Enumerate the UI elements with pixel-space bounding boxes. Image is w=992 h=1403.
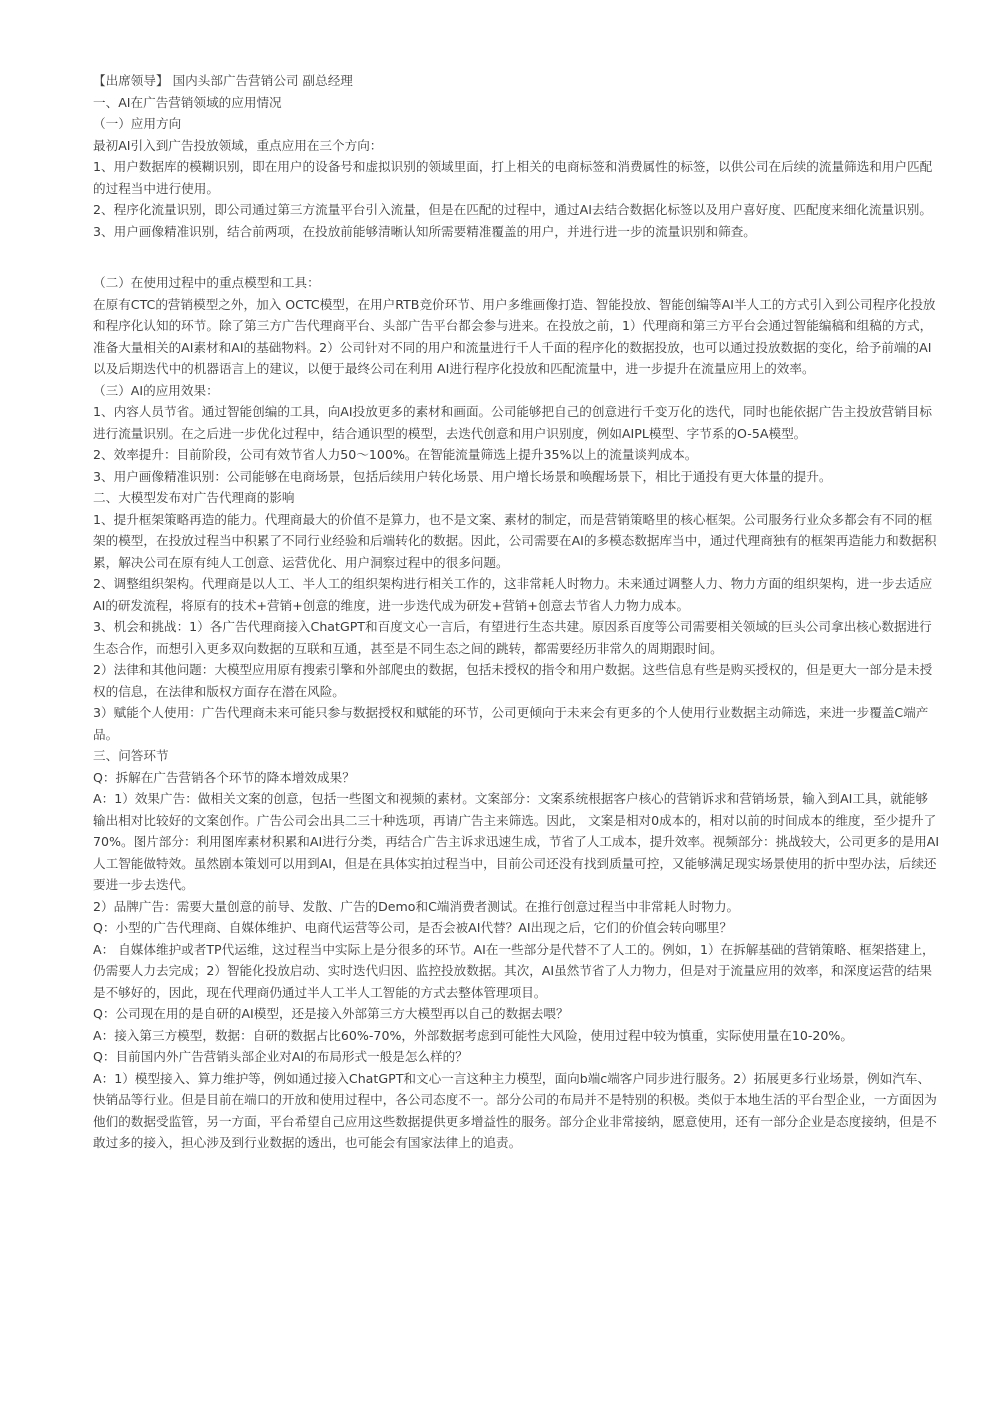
subsection-title: （二）在使用过程中的重点模型和工具： [93, 275, 320, 290]
attendee-header: 【出席领导】 国内头部广告营销公司 副总经理 [93, 73, 353, 88]
question: Q：拆解在广告营销各个环节的降本增效成果？ [93, 769, 355, 785]
question: Q：公司现在用的是自研的AI模型，还是接入外部第三方大模型再以自己的数据去喂？ [93, 1006, 569, 1021]
paragraph: 3、用户画像精准识别，结合前两项，在投放前能够清晰认知所需要精准覆盖的用户，并进行进一步的流量识别和筛查。 [93, 223, 756, 239]
spacer [93, 242, 940, 272]
answer: A：1）效果广告：做相关文案的创意，包括一些图文和视频的素材。文案部分：文案系统根据客户核心的营销诉求和营销场景，输入到AI工具，就能够输出相对比较好的文案创作。广告公司会出具二三十种选项，再请广告主来筛选。因此， 文案是相对0成本的，相对以前的时间成本的维度，至少提升了70%。图片部分：利用图库素材积累和AI进行分类，再结合广告主诉求迅速生成，节省了人工成本，提升效率。视频部分：挑战较大，公司更多的是用AI人工智能做特效。虽然剧本策划可以用到AI，但是在具体实拍过程当中，目前公司还没有找到质量可控，又能够满足现实场景使用的折中型办法，后续还要进一步去迭代。 [93, 791, 940, 892]
paragraph: 在原有CTC的营销模型之外，加入 OCTC模型，在用户RTB竞价环节、用户多维画像打造、智能投放、智能创编等AI半人工的方式引入到公司程序化投放和程序化认知的环节。除了第三方广告代理商平台、头部广告平台都会参与进来。在投放之前，1）代理商和第三方平台会通过智能编稿和组稿的方式，准备大量相关的AI素材和AI的基础物料。2）公司针对不同的用户和流量进行千人千面的程序化的数据投放，也可以通过投放数据的变化，给予前端的AI以及后期迭代中的机器语言上的建议，以便于最终公司在利用 AI进行程序化投放和匹配流量中，进一步提升在流量应用上的效率。 [93, 296, 936, 376]
paragraph: 3、用户画像精准识别：公司能够在电商场景，包括后续用户转化场景、用户增长场景和唤醒场景下，相比于通投有更大体量的提升。 [93, 468, 832, 484]
paragraph: 1、提升框架策略再造的能力。代理商最大的价值不是算力，也不是文案、素材的制定，而是营销策略里的核心框架。公司服务行业众多都会有不同的框架的模型，在投放过程当中积累了不同行业经验和后端转化的数据。因此，公司需要在AI的多模态数据库当中，通过代理商独有的框架再造能力和数据积累，解决公司在原有纯人工创意、运营优化、用户洞察过程中的很多问题。 [93, 511, 937, 570]
answer: 2）品牌广告：需要大量创意的前导、发散、广告的Demo和C端消费者测试。在推行创意过程当中非常耗人时物力。 [93, 898, 740, 914]
answer: A： 自媒体维护或者TP代运维，这过程当中实际上是分很多的环节。AI在一些部分是代替不了人工的。例如，1）在拆解基础的营销策略、框架搭建上，仍需要人力去完成；2）智能化投放启动、实时迭代归因、监控投放数据。其次，AI虽然节省了人力物力，但是对于流量应用的效率，和深度运营的结果是不够好的，因此，现在代理商仍通过半人工半人工智能的方式去整体管理项目。 [93, 941, 935, 1000]
section-title: 二、大模型发布对广告代理商的影响 [93, 490, 295, 505]
paragraph: 2、效率提升：目前阶段，公司有效节省人力50～100%。在智能流量筛选上提升35%以上的流量谈判成本。 [93, 447, 698, 462]
subsection-title: （一）应用方向 [93, 116, 182, 131]
paragraph: 3）赋能个人使用：广告代理商未来可能只参与数据授权和赋能的环节，公司更倾向于未来会有更多的个人使用行业数据主动筛选，来进一步覆盖C端产品。 [93, 705, 929, 742]
paragraph: 最初AI引入到广告投放领域，重点应用在三个方向： [93, 137, 383, 153]
document-body [93, 70, 940, 1154]
paragraph: 2）法律和其他问题：大模型应用原有搜索引擎和外部爬虫的数据，包括未授权的指令和用户数据。这些信息有些是购买授权的，但是更大一部分是未授权的信息，在法律和版权方面存在潜在风险。 [93, 662, 933, 699]
answer: A：1）模型接入、算力维护等，例如通过接入ChatGPT和文心一言这种主力模型，面向b端c端客户同步进行服务。2）拓展更多行业场景，例如汽车、快销品等行业。但是目前在端口的开放和使用过程中，各公司态度不一。部分公司的布局并不是特别的积极。类似于本地生活的平台型企业，一方面因为他们的数据受监管，另一方面，平台希望自己应用这些数据提供更多增益性的服务。部分企业非常接纳，愿意使用，还有一部分企业是态度接纳，但是不敢过多的接入，担心涉及到行业数据的透出，也可能会有国家法律上的追责。 [93, 1070, 937, 1150]
section-title: 三、问答环节 [93, 748, 169, 763]
answer: A：接入第三方模型，数据：自研的数据占比60%-70%，外部数据考虑到可能性大风险，使用过程中较为慎重，实际使用量在10-20%。 [93, 1027, 853, 1043]
paragraph: 2、程序化流量识别，即公司通过第三方流量平台引入流量，但是在匹配的过程中，通过AI去结合数据化标签以及用户喜好度、匹配度来细化流量识别。 [93, 202, 932, 217]
question: Q：目前国内外广告营销头部企业对AI的布局形式一般是怎么样的？ [93, 1049, 468, 1064]
paragraph: 3、机会和挑战：1）各广告代理商接入ChatGPT和百度文心一言后，有望进行生态共建。原因系百度等公司需要相关领域的巨头公司拿出核心数据进行生态合作，而想引入更多双向数据的互联和互通，甚至是不同生态之间的跳转，都需要经历非常久的周期跟时间。 [93, 619, 932, 656]
subsection-title: （三）AI的应用效果： [93, 382, 219, 398]
paragraph: 1、内容人员节省。通过智能创编的工具，向AI投放更多的素材和画面。公司能够把自己的创意进行千变万化的迭代，同时也能依据广告主投放营销目标进行流量识别。在之后进一步优化过程中，结合通识型的模型，去迭代创意和用户识别度，例如AIPL模型、字节系的O-5A模型。 [93, 404, 932, 441]
section-title: 一、AI在广告营销领域的应用情况 [93, 94, 282, 110]
paragraph: 1、用户数据库的模糊识别，即在用户的设备号和虚拟识别的领域里面，打上相关的电商标签和消费属性的标签，以供公司在后续的流量筛选和用户匹配的过程当中进行使用。 [93, 159, 933, 196]
paragraph: 2、调整组织架构。代理商是以人工、半人工的组织架构进行相关工作的，这非常耗人时物力。未来通过调整人力、物力方面的组织架构，进一步去适应AI的研发流程，将原有的技术+营销+创意的维度，进一步迭代成为研发+营销+创意去节省人力物力成本。 [93, 576, 933, 613]
question: Q：小型的广告代理商、自媒体维护、电商代运营等公司，是否会被AI代替？AI出现之后，它们的价值会转向哪里？ [93, 920, 733, 935]
